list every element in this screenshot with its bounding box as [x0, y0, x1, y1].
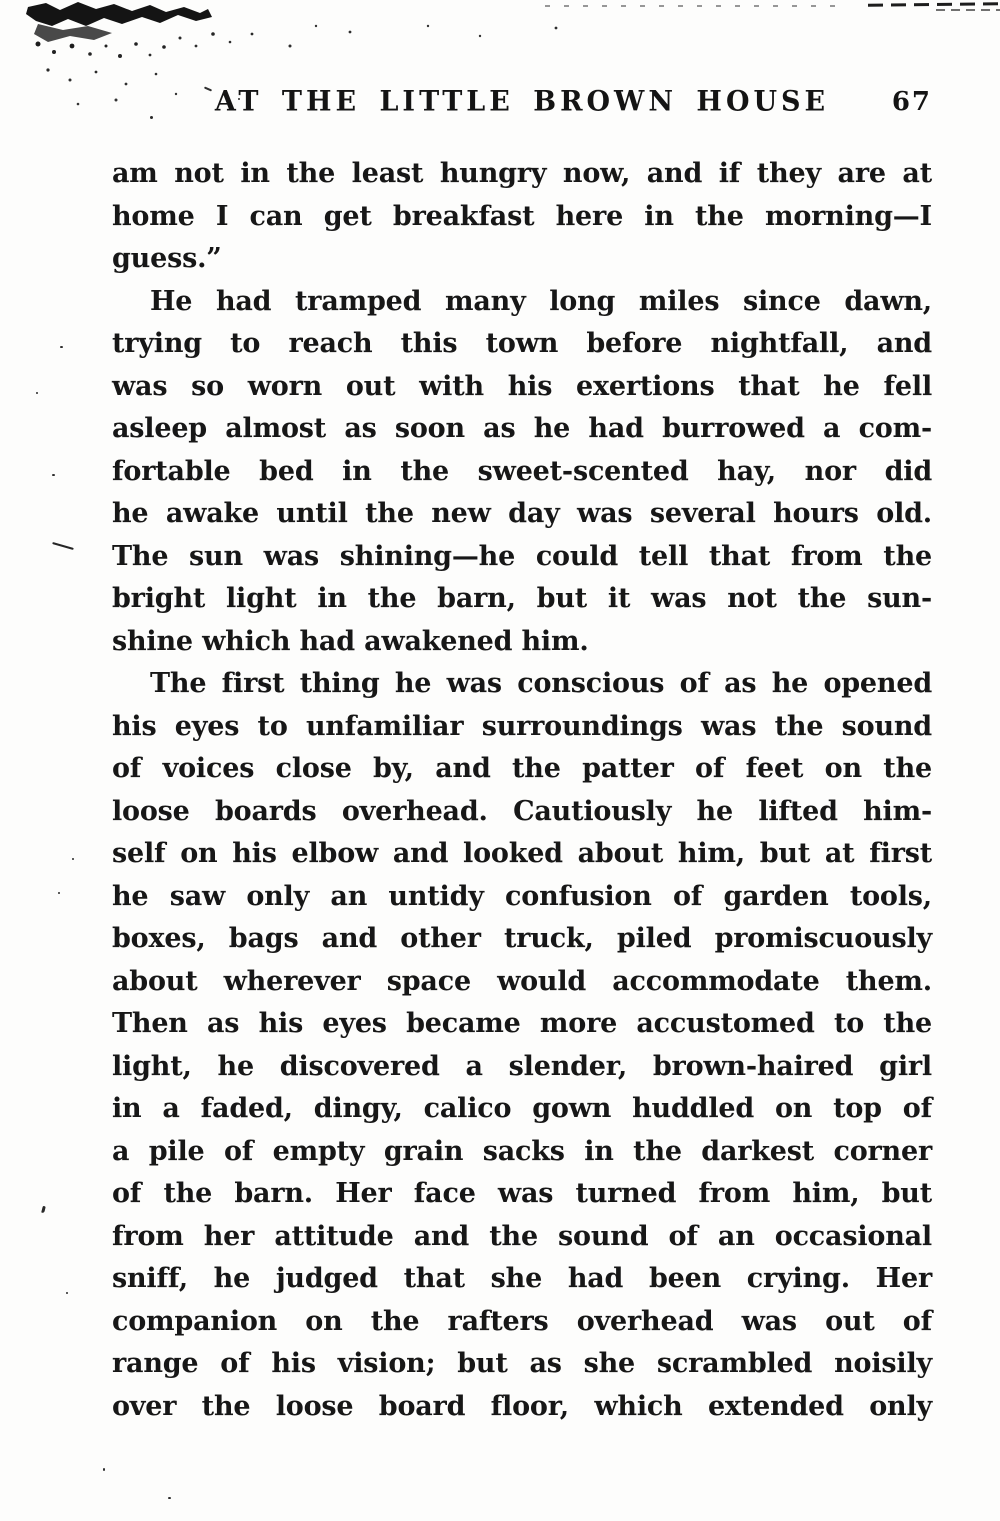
text-line: He had tramped many long miles since dawn,: [150, 285, 932, 317]
body-text: [112, 153, 932, 1428]
page-title: AT THE LITTLE BROWN HOUSE: [214, 85, 830, 118]
text-line: light, he discovered a slender, brown-haired girl: [112, 1050, 932, 1082]
comma-mark: [41, 1206, 46, 1214]
text-line: a pile of empty grain sacks in the darkest corner: [112, 1135, 932, 1167]
pen-tick: [52, 542, 74, 550]
text-line: guess.”: [112, 243, 222, 274]
speckle: [168, 1497, 171, 1499]
text-line: in a faded, dingy, calico gown huddled on top of: [112, 1093, 932, 1124]
text-line: The first thing he was conscious of as he opened: [150, 668, 932, 699]
text-line: asleep almost as soon as he had burrowed a com-: [112, 413, 932, 444]
text-line: companion on the rafters overhead was out of: [112, 1305, 932, 1337]
text-line: range of his vision; but as she scrambled noisily: [112, 1348, 932, 1379]
text-line: from her attitude and the sound of an occasional: [112, 1220, 932, 1252]
scan-edge-dashes-faint: [545, 5, 835, 7]
text-line: boxes, bags and other truck, piled promiscuously: [112, 923, 932, 954]
scan-edge-dashes: [868, 2, 1000, 6]
text-line: bright light in the barn, but it was not the sun-: [112, 583, 932, 614]
speckle: [66, 1292, 68, 1294]
text-line: was so worn out with his exertions that he fell: [112, 370, 932, 402]
text-line: his eyes to unfamiliar surroundings was the sound: [112, 710, 932, 742]
text-line: of the barn. Her face was turned from him, but: [112, 1178, 932, 1209]
speckle: [36, 392, 38, 394]
text-line: loose boards overhead. Cautiously he lifted him-: [112, 795, 932, 827]
text-line: home I can get breakfast here in the morning—I: [112, 200, 932, 232]
text-line: he saw only an untidy confusion of garden tools,: [112, 880, 932, 912]
text-line: am not in the least hungry now, and if they are at: [112, 158, 932, 189]
text-line: fortable bed in the sweet-scented hay, nor did: [112, 455, 932, 487]
text-line: The sun was shining—he could tell that from the: [112, 540, 932, 572]
speckle: [58, 892, 60, 894]
scan-edge-dashes-lower: [936, 9, 1000, 11]
page-number: 67: [891, 87, 932, 117]
running-header: [112, 86, 932, 126]
text-line: he awake until the new day was several hours old.: [112, 498, 932, 529]
text-line: shine which had awakened him.: [112, 625, 589, 657]
text-line: of voices close by, and the patter of feet on the: [112, 753, 932, 784]
text-line: Then as his eyes became more accustomed to the: [112, 1008, 932, 1039]
text-line: self on his elbow and looked about him, but at first: [112, 838, 932, 869]
speckle: [60, 346, 63, 348]
speckle: [52, 474, 55, 476]
text-line: about wherever space would accommodate them.: [112, 965, 932, 997]
speckle: [72, 858, 74, 860]
text-line: sniff, he judged that she had been crying. Her: [112, 1263, 932, 1294]
text-line: trying to reach this town before nightfall, and: [112, 328, 932, 359]
text-line: over the loose board floor, which extended only: [112, 1390, 932, 1422]
speckle: [103, 1468, 105, 1471]
